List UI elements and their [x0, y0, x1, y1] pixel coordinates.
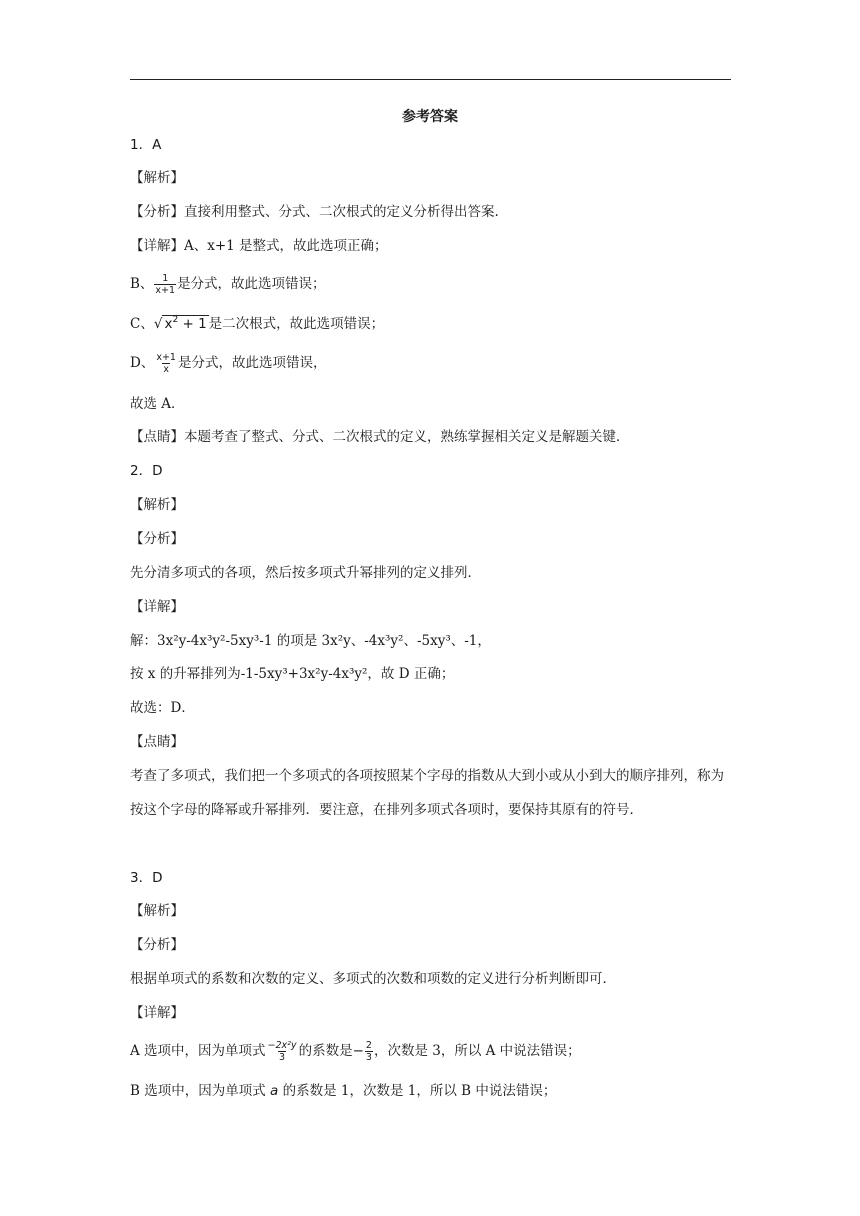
- q1-conclusion: 故选 A．: [130, 396, 185, 412]
- q1-c-suffix: 是二次根式，故此选项错误；: [208, 316, 385, 332]
- q1-c-radicand: [162, 315, 208, 332]
- q1-b-numerator: 1: [162, 273, 169, 284]
- q3-fenxi: 根据单项式的系数和次数的定义、多项式的次数和项数的定义进行分析判断即可．: [130, 971, 616, 987]
- q1-d-fraction: [155, 352, 177, 375]
- q2-conclusion: 故选：D．: [130, 700, 195, 716]
- q1-c-radicand-rest: + 1: [178, 316, 207, 332]
- q3-number: 3．D: [130, 870, 163, 886]
- q3-b-variable: a: [270, 1083, 279, 1099]
- q3-fenxi-tag: 【分析】: [130, 937, 184, 953]
- q3-a-fraction: [267, 1040, 298, 1063]
- q1-c-prefix: C、: [130, 316, 154, 332]
- q2-order-line: 按 x 的升幂排列为-1-5xy³+3x²y-4x³y²，故 D 正确；: [130, 666, 455, 682]
- q1-c-radicand-base: x: [164, 316, 173, 332]
- q3-a-coef-denominator: 3: [365, 1052, 372, 1063]
- q1-option-c: [130, 314, 384, 334]
- q2-dianjing-tag: 【点睛】: [130, 734, 184, 750]
- q3-a-suffix: ，次数是 3，所以 A 中说法错误；: [373, 1043, 581, 1059]
- q3-a-prefix: A 选项中，因为单项式: [130, 1043, 266, 1059]
- q1-b-denominator: x+1: [155, 285, 176, 296]
- q1-d-numerator: x+1: [156, 352, 176, 363]
- q3-option-b: [130, 1081, 556, 1101]
- q1-c-radicand-exp: 2: [172, 315, 179, 325]
- q1-d-denominator: x: [163, 364, 169, 375]
- q1-fenxi: 【分析】直接利用整式、分式、二次根式的定义分析得出答案.: [130, 204, 499, 220]
- q2-fenxi-tag: 【分析】: [130, 531, 184, 547]
- q1-detail-a: 【详解】A、x+1 是整式，故此选项正确；: [130, 238, 388, 254]
- q1-b-prefix: B、: [130, 276, 154, 292]
- q3-a-denominator: 3: [279, 1052, 286, 1063]
- q3-b-suffix: 的系数是 1，次数是 1，所以 B 中说法错误；: [278, 1083, 557, 1099]
- q1-d-suffix: 是分式，故此选项错误，: [177, 355, 327, 371]
- q2-jie-line: 解：3x²y-4x³y²-5xy³-1 的项是 3x²y、-4x³y²、-5xy³、-1，: [130, 633, 491, 649]
- q2-number: 2．D: [130, 463, 163, 479]
- q1-c-sqrt: [154, 315, 209, 332]
- q1-dianjing: 【点睛】本题考查了整式、分式、二次根式的定义，熟练掌握相关定义是解题关键．: [130, 429, 630, 445]
- q3-a-coef-numerator: 2: [365, 1040, 372, 1051]
- q1-option-b: [130, 273, 326, 296]
- header-rule: [130, 79, 731, 80]
- q1-number: 1．A: [130, 137, 162, 153]
- q1-option-d: [130, 352, 326, 375]
- q2-fenxi: 先分清多项式的各项，然后按多项式升幂排列的定义排列．: [130, 565, 481, 581]
- q3-b-prefix: B 选项中，因为单项式: [130, 1083, 271, 1099]
- q2-dianjing: 考查了多项式，我们把一个多项式的各项按照某个字母的指数从大到小或从小到大的顺序排列，称为按这个字母的降幂或升幂排列．要注意，在排列多项式各项时，要保持其原有的符号．: [130, 768, 724, 818]
- q1-d-prefix: D、: [130, 355, 155, 371]
- q3-a-coef-sign: −: [352, 1043, 364, 1059]
- page-title: 参考答案: [402, 109, 458, 125]
- q1-b-suffix: 是分式，故此选项错误；: [177, 276, 326, 292]
- sqrt-symbol-icon: √: [153, 316, 163, 332]
- q3-a-mid: 的系数是: [298, 1043, 353, 1059]
- q3-a-numerator: −2x²y: [267, 1040, 297, 1051]
- q1-analysis-tag: 【解析】: [130, 170, 184, 186]
- q2-analysis-tag: 【解析】: [130, 497, 184, 513]
- q1-b-fraction: [154, 273, 176, 296]
- q3-option-a: [130, 1040, 581, 1063]
- q3-analysis-tag: 【解析】: [130, 903, 184, 919]
- q3-detail-tag: 【详解】: [130, 1005, 184, 1021]
- q3-a-coef-fraction: [365, 1040, 373, 1063]
- q2-detail-tag: 【详解】: [130, 599, 184, 615]
